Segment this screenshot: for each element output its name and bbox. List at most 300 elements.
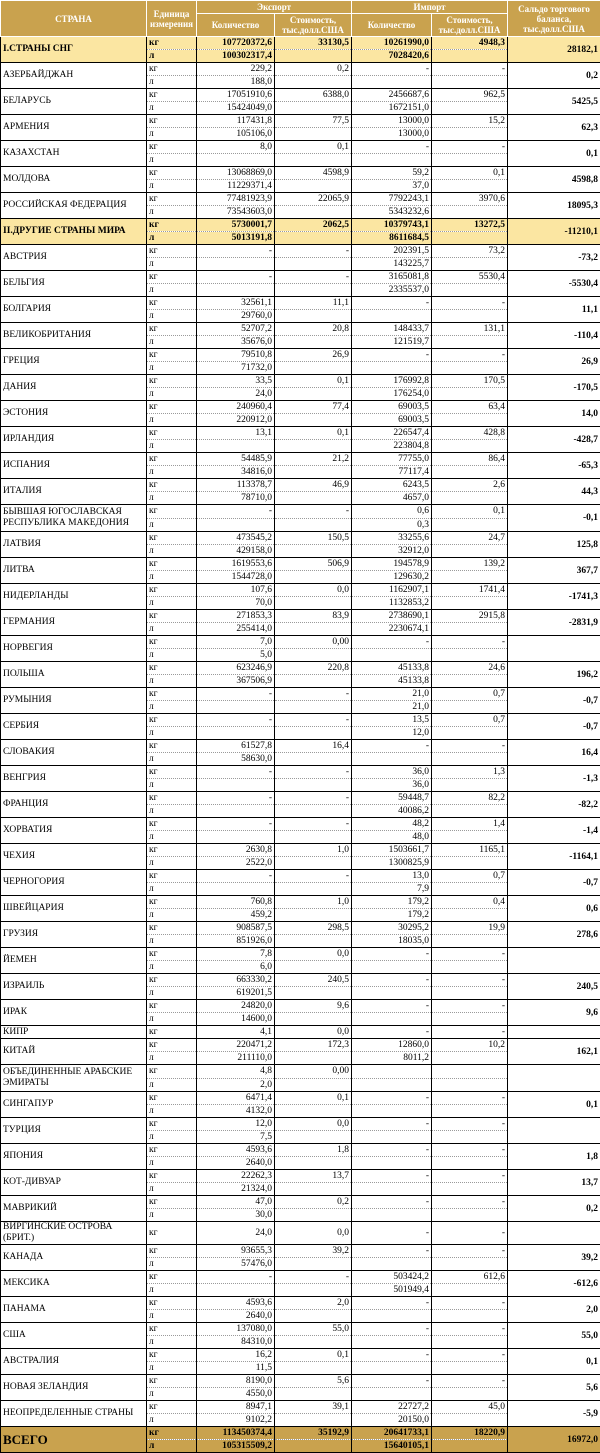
export-qty-cell: 1619553,6 (197, 558, 275, 571)
import-value-cell: 2915,8 (432, 610, 508, 623)
import-qty-cell: - (352, 974, 432, 987)
import-value-cell: - (432, 1323, 508, 1336)
export-qty-cell: - (197, 245, 275, 258)
unit-cell: л (147, 440, 197, 453)
export-qty-cell: 52707,2 (197, 323, 275, 336)
balance-cell: -0,7 (508, 870, 600, 896)
table-row (1, 1170, 600, 1183)
export-value-cell (275, 1258, 352, 1271)
import-value-cell: 1165,1 (432, 844, 508, 857)
export-qty-cell: - (197, 870, 275, 883)
import-qty-cell: - (352, 1026, 432, 1039)
import-value-cell (432, 206, 508, 219)
import-value-cell (432, 414, 508, 427)
export-value-cell (275, 1362, 352, 1375)
import-value-cell: - (432, 1297, 508, 1310)
import-value-cell: 170,5 (432, 375, 508, 388)
table-row (1, 532, 600, 545)
unit-cell: кг (147, 401, 197, 414)
import-qty-cell: 59448,7 (352, 792, 432, 805)
export-value-cell: 4598,9 (275, 167, 352, 180)
import-value-cell: - (432, 1349, 508, 1362)
export-value-cell (275, 1209, 352, 1222)
export-value-cell (275, 1013, 352, 1026)
export-qty-cell: 70,0 (197, 597, 275, 610)
unit-cell: л (147, 935, 197, 948)
import-qty-cell: 36,0 (352, 779, 432, 792)
import-qty-cell: 12,0 (352, 727, 432, 740)
balance-cell: -612,6 (508, 1271, 600, 1297)
unit-cell: кг (147, 1144, 197, 1157)
import-value-cell: - (432, 1222, 508, 1245)
export-value-cell: - (275, 792, 352, 805)
export-value-cell (275, 50, 352, 63)
export-value-cell (275, 1183, 352, 1196)
export-qty-cell: 663330,2 (197, 974, 275, 987)
export-value-cell: 5,6 (275, 1375, 352, 1388)
export-qty-cell: 5,0 (197, 649, 275, 662)
import-qty-cell (352, 1078, 432, 1092)
import-value-cell (432, 961, 508, 974)
import-qty-cell: 30295,2 (352, 922, 432, 935)
export-qty-cell: 78710,0 (197, 492, 275, 505)
export-value-cell: - (275, 688, 352, 701)
unit-cell: л (147, 1157, 197, 1170)
country-name: МОЛДОВА (1, 167, 147, 193)
unit-cell: кг (147, 167, 197, 180)
export-qty-cell: 5730001,7 (197, 219, 275, 232)
import-value-cell (432, 1052, 508, 1065)
import-value-cell: - (432, 141, 508, 154)
header-import-qty: Количество (352, 14, 432, 37)
import-qty-cell: 1132853,2 (352, 597, 432, 610)
unit-cell: л (147, 779, 197, 792)
export-value-cell: 11,1 (275, 297, 352, 310)
import-qty-cell: 45133,8 (352, 662, 432, 675)
import-value-cell: - (432, 636, 508, 649)
export-value-cell: - (275, 245, 352, 258)
export-value-cell: 13,7 (275, 1170, 352, 1183)
export-value-cell (275, 284, 352, 297)
header-country: СТРАНА (1, 1, 147, 37)
unit-cell: л (147, 1310, 197, 1323)
export-value-cell: - (275, 818, 352, 831)
balance-cell: 14,0 (508, 401, 600, 427)
balance-cell: -82,2 (508, 792, 600, 818)
export-qty-cell (197, 518, 275, 532)
import-qty-cell: 2738690,1 (352, 610, 432, 623)
export-qty-cell: 7,0 (197, 636, 275, 649)
export-value-cell: 39,2 (275, 1245, 352, 1258)
table-row (1, 1222, 600, 1245)
import-qty-cell (352, 76, 432, 89)
export-value-cell (275, 128, 352, 141)
import-value-cell: 0,1 (432, 505, 508, 519)
import-value-cell (432, 1388, 508, 1401)
balance-cell: -5530,4 (508, 271, 600, 297)
import-value-cell: - (432, 1196, 508, 1209)
export-value-cell: 0,1 (275, 427, 352, 440)
import-value-cell (432, 857, 508, 870)
import-qty-cell: 7028420,6 (352, 50, 432, 63)
unit-cell: л (147, 1388, 197, 1401)
import-qty-cell: 202391,5 (352, 245, 432, 258)
import-qty-cell: 121519,7 (352, 336, 432, 349)
export-qty-cell: 7,5 (197, 1131, 275, 1144)
import-value-cell (432, 1013, 508, 1026)
balance-cell: 0,1 (508, 141, 600, 167)
unit-cell: кг (147, 1401, 197, 1414)
balance-cell (508, 1118, 600, 1144)
import-value-cell (432, 831, 508, 844)
export-qty-cell: 255414,0 (197, 623, 275, 636)
table-row (1, 479, 600, 492)
export-value-cell (275, 571, 352, 584)
balance-cell: -1,4 (508, 818, 600, 844)
unit-cell: л (147, 518, 197, 532)
import-qty-cell (352, 1209, 432, 1222)
export-value-cell: 0,2 (275, 63, 352, 76)
import-qty-cell: 194578,9 (352, 558, 432, 571)
export-value-cell (275, 154, 352, 167)
unit-cell: кг (147, 1222, 197, 1245)
import-qty-cell: 40086,2 (352, 805, 432, 818)
export-value-cell: 220,8 (275, 662, 352, 675)
country-name: ИЗРАИЛЬ (1, 974, 147, 1000)
import-qty-cell: 179,2 (352, 909, 432, 922)
export-value-cell: 0,2 (275, 1196, 352, 1209)
import-qty-cell (352, 154, 432, 167)
unit-cell: кг (147, 714, 197, 727)
import-value-cell (432, 1157, 508, 1170)
import-qty-cell (352, 1310, 432, 1323)
import-value-cell: 19,9 (432, 922, 508, 935)
import-qty-cell: 148433,7 (352, 323, 432, 336)
import-value-cell: 82,2 (432, 792, 508, 805)
table-row (1, 167, 600, 180)
export-qty-cell: - (197, 1271, 275, 1284)
balance-cell: -428,7 (508, 427, 600, 453)
import-qty-cell: - (352, 1118, 432, 1131)
import-qty-cell: 45133,8 (352, 675, 432, 688)
export-qty-cell: 13068869,0 (197, 167, 275, 180)
export-value-cell: 2,0 (275, 1297, 352, 1310)
import-value-cell (432, 310, 508, 323)
import-qty-cell: - (352, 1349, 432, 1362)
country-name: ВИРГИНСКИЕ ОСТРОВА (БРИТ.) (1, 1222, 147, 1245)
export-qty-cell: 220912,0 (197, 414, 275, 427)
country-name: НОВАЯ ЗЕЛАНДИЯ (1, 1375, 147, 1401)
unit-cell: л (147, 883, 197, 896)
export-value-cell: 9,6 (275, 1000, 352, 1013)
export-value-cell: 506,9 (275, 558, 352, 571)
table-row (1, 662, 600, 675)
import-value-cell: - (432, 63, 508, 76)
balance-cell (508, 1026, 600, 1039)
country-name: I.СТРАНЫ СНГ (1, 37, 147, 63)
unit-cell: кг (147, 427, 197, 440)
import-value-cell: 612,6 (432, 1271, 508, 1284)
unit-cell: л (147, 831, 197, 844)
unit-cell: кг (147, 766, 197, 779)
export-qty-cell: 619201,5 (197, 987, 275, 1000)
export-value-cell (275, 1052, 352, 1065)
export-qty-cell: 760,8 (197, 896, 275, 909)
import-value-cell: 63,4 (432, 401, 508, 414)
unit-cell: кг (147, 688, 197, 701)
import-qty-cell: - (352, 1196, 432, 1209)
unit-cell: кг (147, 1065, 197, 1079)
table-row (1, 1323, 600, 1336)
table-row (1, 844, 600, 857)
unit-cell: л (147, 1105, 197, 1118)
balance-cell: -1741,3 (508, 584, 600, 610)
import-value-cell (432, 1078, 508, 1092)
country-name: ВЕЛИКОБРИТАНИЯ (1, 323, 147, 349)
import-value-cell: - (432, 1026, 508, 1039)
import-value-cell: - (432, 1170, 508, 1183)
unit-cell: кг (147, 1271, 197, 1284)
table-row (1, 1144, 600, 1157)
country-name: МЕКСИКА (1, 1271, 147, 1297)
table-row (1, 271, 600, 284)
unit-cell: кг (147, 1349, 197, 1362)
import-value-cell: 5530,4 (432, 271, 508, 284)
export-qty-cell: 47,0 (197, 1196, 275, 1209)
unit-cell: л (147, 623, 197, 636)
export-value-cell (275, 987, 352, 1000)
import-qty-cell (352, 310, 432, 323)
unit-cell: кг (147, 1323, 197, 1336)
export-value-cell: 240,5 (275, 974, 352, 987)
import-qty-cell: 2456687,6 (352, 89, 432, 102)
export-value-cell: 55,0 (275, 1323, 352, 1336)
unit-cell: кг (147, 219, 197, 232)
export-value-cell (275, 76, 352, 89)
export-qty-cell (197, 440, 275, 453)
export-value-cell (275, 831, 352, 844)
table-row (1, 245, 600, 258)
export-qty-cell: 2,0 (197, 1078, 275, 1092)
import-qty-cell: 7792243,1 (352, 193, 432, 206)
export-qty-cell: - (197, 271, 275, 284)
import-qty-cell: - (352, 1297, 432, 1310)
table-row (1, 1196, 600, 1209)
table-row (1, 219, 600, 232)
export-value-cell (275, 310, 352, 323)
balance-cell: 196,2 (508, 662, 600, 688)
export-value-cell: 26,9 (275, 349, 352, 362)
import-value-cell (432, 128, 508, 141)
country-name: КИТАЙ (1, 1039, 147, 1065)
import-qty-cell: 13,5 (352, 714, 432, 727)
import-qty-cell: - (352, 1375, 432, 1388)
unit-cell: л (147, 128, 197, 141)
import-value-cell (432, 1414, 508, 1427)
export-value-cell (275, 675, 352, 688)
export-value-cell (275, 388, 352, 401)
import-value-cell (432, 1065, 508, 1079)
country-name: ОБЪЕДИНЕННЫЕ АРАБСКИЕ ЭМИРАТЫ (1, 1065, 147, 1092)
unit-cell: л (147, 701, 197, 714)
table-row (1, 1065, 600, 1079)
country-name: АВСТРИЯ (1, 245, 147, 271)
unit-cell: л (147, 206, 197, 219)
import-qty-cell: 48,2 (352, 818, 432, 831)
import-value-cell: 962,5 (432, 89, 508, 102)
balance-cell: 0,1 (508, 1349, 600, 1375)
country-name: ЛАТВИЯ (1, 532, 147, 558)
country-name: РУМЫНИЯ (1, 688, 147, 714)
unit-cell: л (147, 727, 197, 740)
export-qty-cell: - (197, 714, 275, 727)
export-qty-cell (197, 1284, 275, 1297)
header-import: Импорт (352, 1, 508, 14)
export-qty-cell: 117431,8 (197, 115, 275, 128)
import-value-cell (432, 597, 508, 610)
unit-cell: л (147, 1258, 197, 1271)
import-value-cell (432, 1310, 508, 1323)
country-name: США (1, 1323, 147, 1349)
export-value-cell: 0,0 (275, 1118, 352, 1131)
balance-cell: 240,5 (508, 974, 600, 1000)
country-name: ПОЛЬША (1, 662, 147, 688)
export-value-cell (275, 1131, 352, 1144)
import-qty-cell: - (352, 948, 432, 961)
import-qty-cell: - (352, 636, 432, 649)
import-value-cell: 1,4 (432, 818, 508, 831)
import-qty-cell: 37,0 (352, 180, 432, 193)
import-value-cell: 2,6 (432, 479, 508, 492)
country-name: ШВЕЙЦАРИЯ (1, 896, 147, 922)
import-qty-cell: 13000,0 (352, 128, 432, 141)
export-qty-cell: 2640,0 (197, 1157, 275, 1170)
country-name: ЙЕМЕН (1, 948, 147, 974)
import-qty-cell: 3165081,8 (352, 271, 432, 284)
export-value-cell (275, 545, 352, 558)
import-value-cell (432, 727, 508, 740)
balance-cell: 162,1 (508, 1039, 600, 1065)
import-qty-cell: 0,6 (352, 505, 432, 519)
export-value-cell (275, 1078, 352, 1092)
unit-cell: л (147, 180, 197, 193)
import-qty-cell: 12860,0 (352, 1039, 432, 1052)
table-row (1, 688, 600, 701)
unit-cell: л (147, 50, 197, 63)
export-qty-cell: 8190,0 (197, 1375, 275, 1388)
import-value-cell: - (432, 740, 508, 753)
table-row (1, 584, 600, 597)
export-value-cell (275, 1310, 352, 1323)
import-qty-cell: 4657,0 (352, 492, 432, 505)
country-name: КАЗАХСТАН (1, 141, 147, 167)
import-qty-cell: 18035,0 (352, 935, 432, 948)
balance-cell: 278,6 (508, 922, 600, 948)
table-row (1, 63, 600, 76)
import-value-cell: 45,0 (432, 1401, 508, 1414)
export-value-cell: - (275, 766, 352, 779)
import-value-cell (432, 779, 508, 792)
export-qty-cell: 271853,3 (197, 610, 275, 623)
import-value-cell (432, 336, 508, 349)
export-value-cell (275, 518, 352, 532)
export-qty-cell: 21324,0 (197, 1183, 275, 1196)
unit-cell: л (147, 362, 197, 375)
table-row (1, 401, 600, 414)
export-value-cell: - (275, 1271, 352, 1284)
balance-cell: 55,0 (508, 1323, 600, 1349)
import-qty-cell: 21,0 (352, 688, 432, 701)
unit-cell: л (147, 284, 197, 297)
export-value-cell (275, 102, 352, 115)
import-value-cell (432, 623, 508, 636)
country-name: ИРЛАНДИЯ (1, 427, 147, 453)
table-row (1, 1375, 600, 1388)
table-row (1, 1118, 600, 1131)
export-value-cell: 46,9 (275, 479, 352, 492)
export-value-cell: 0,1 (275, 1092, 352, 1105)
unit-cell: кг (147, 948, 197, 961)
unit-cell: кг (147, 974, 197, 987)
import-value-cell (432, 883, 508, 896)
table-row (1, 115, 600, 128)
table-row (1, 297, 600, 310)
import-value-cell (432, 805, 508, 818)
import-qty-cell (352, 1336, 432, 1349)
export-value-cell (275, 805, 352, 818)
import-qty-cell: 1300825,9 (352, 857, 432, 870)
unit-cell: л (147, 753, 197, 766)
unit-cell: кг (147, 558, 197, 571)
header-export-qty: Количество (197, 14, 275, 37)
export-qty-cell: 58630,0 (197, 753, 275, 766)
export-qty-cell: 30,0 (197, 1209, 275, 1222)
unit-cell: л (147, 336, 197, 349)
import-value-cell (432, 1258, 508, 1271)
export-value-cell (275, 1157, 352, 1170)
export-value-cell: 0,0 (275, 1222, 352, 1245)
table-row (1, 792, 600, 805)
export-value-cell (275, 883, 352, 896)
import-value-cell: 0,7 (432, 870, 508, 883)
table-row (1, 610, 600, 623)
import-qty-cell (352, 1157, 432, 1170)
export-qty-cell: 473545,2 (197, 532, 275, 545)
table-row (1, 766, 600, 779)
balance-cell: -73,2 (508, 245, 600, 271)
export-qty-cell: 93655,3 (197, 1245, 275, 1258)
export-qty-cell: 5013191,8 (197, 232, 275, 245)
import-value-cell (432, 987, 508, 1000)
import-value-cell: 428,8 (432, 427, 508, 440)
table-header (1, 1, 600, 37)
export-qty-cell: 429158,0 (197, 545, 275, 558)
import-value-cell: - (432, 1245, 508, 1258)
import-qty-cell: 21,0 (352, 701, 432, 714)
export-qty-cell: 7,8 (197, 948, 275, 961)
unit-cell: кг (147, 1026, 197, 1039)
country-name: ИТАЛИЯ (1, 479, 147, 505)
country-name: ВЕНГРИЯ (1, 766, 147, 792)
balance-cell: -11210,1 (508, 219, 600, 245)
balance-cell (508, 636, 600, 662)
import-qty-cell (352, 1065, 432, 1079)
unit-cell: л (147, 102, 197, 115)
country-name: ЯПОНИЯ (1, 1144, 147, 1170)
unit-cell: л (147, 675, 197, 688)
export-value-cell (275, 961, 352, 974)
import-value-cell (432, 1336, 508, 1349)
